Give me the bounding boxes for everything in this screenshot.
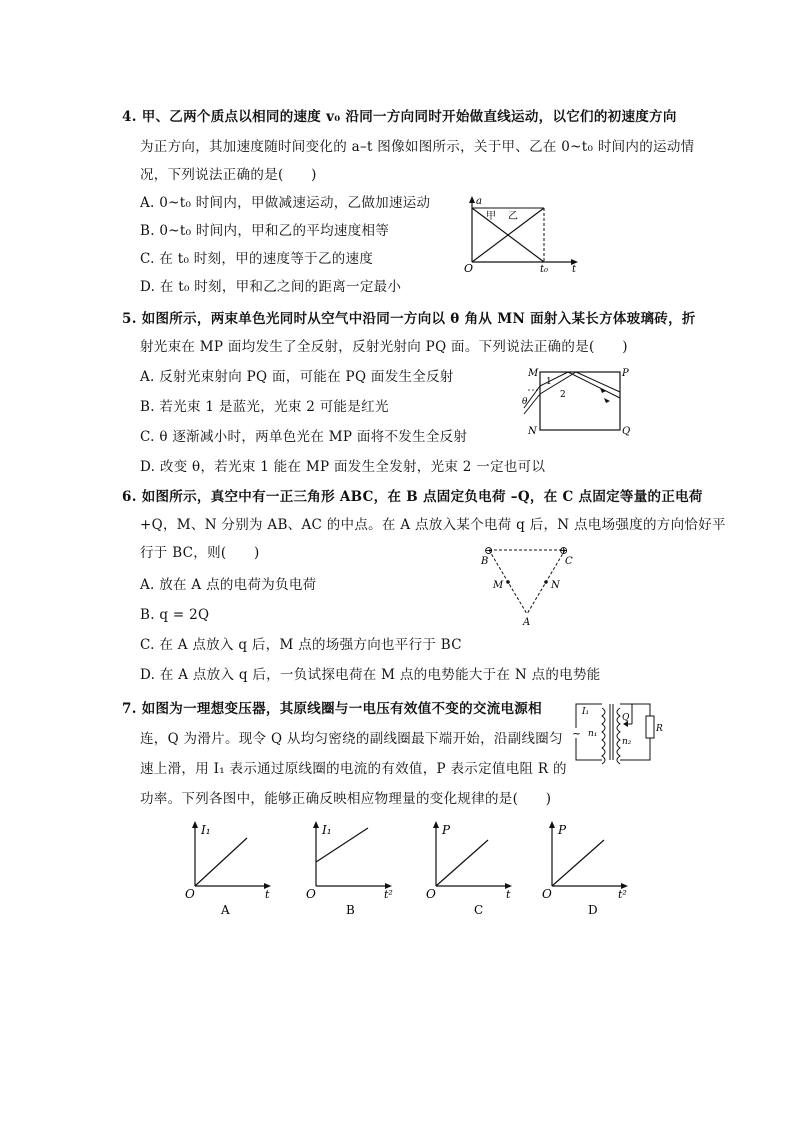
q5-label-q: Q (622, 426, 631, 437)
q7-label-n2: n₂ (622, 737, 632, 747)
q5-stem-line-1: 5. 如图所示，两束单色光同时从空气中沿同一方向以 θ 角从 MN 面射入某长方体玻璃砖，折 (122, 311, 696, 327)
q6-triangle-figure (475, 542, 585, 628)
q7-graph-c (426, 818, 526, 918)
q5-beam-1: 1 (546, 377, 552, 387)
q7c-x-label: t (506, 888, 511, 901)
q6-label-c: C (565, 556, 573, 567)
q6-option-b: B. q = 2Q (140, 607, 210, 623)
q4-stem-line-3: 况，下列说法正确的是( ) (140, 167, 317, 183)
q6-label-n: N (551, 580, 560, 591)
q4-option-d: D. 在 t₀ 时刻，甲和乙之间的距离一定最小 (140, 279, 402, 295)
q4-t0-label: t₀ (540, 264, 549, 274)
q7-ac-source: ~ (572, 727, 582, 740)
q5-label-m: M (528, 368, 539, 379)
q5-option-c: C. θ 逐渐减小时，两单色光在 MP 面将不发生全反射 (140, 429, 468, 445)
q7-label-r: R (656, 724, 663, 734)
q4-option-a: A. 0~t₀ 时间内，甲做减速运动，乙做加速运动 (140, 195, 431, 211)
q5-option-b: B. 若光束 1 是蓝光，光束 2 可能是红光 (140, 399, 389, 415)
q7c-y-label: P (442, 823, 451, 837)
q5-option-a: A. 反射光束射向 PQ 面，可能在 PQ 面发生全反射 (140, 369, 454, 385)
q6-option-d: D. 在 A 点放入 q 后，一负试探电荷在 M 点的电势能大于在 N 点的电势能 (140, 667, 601, 683)
q5-label-n: N (528, 426, 537, 437)
q6-pos-charge-symbol: ⊕ (559, 544, 569, 557)
q4-stem-line-2: 为正方向，其加速度随时间变化的 a–t 图像如图所示，关于甲、乙在 0~t₀ 时间内的运动情 (140, 139, 695, 155)
q7c-origin: O (426, 887, 436, 901)
q6-neg-charge-symbol: ⊖ (484, 544, 494, 557)
q7a-y-label: I₁ (201, 823, 211, 837)
q5-glass-brick-figure (520, 364, 635, 444)
q7-graph-d (542, 818, 642, 918)
q6-label-b: B (481, 556, 489, 567)
q7-label-n1: n₁ (588, 729, 598, 739)
q6-label-m: M (493, 580, 504, 591)
q6-label-a: A (523, 617, 531, 628)
q7-label-q: Q (622, 713, 630, 723)
q4-axis-t-label: t (572, 264, 577, 274)
q7d-y-label: P (558, 823, 567, 837)
q4-axis-a-label: a (476, 196, 482, 207)
q7-label-i1: I₁ (582, 707, 590, 717)
q7a-option-label: A (221, 903, 230, 917)
q7b-x-label: t² (384, 888, 393, 901)
q7-stem-line-1: 7. 如图为一理想变压器，其原线圈与一电压有效值不变的交流电源相 (122, 701, 542, 717)
q6-option-a: A. 放在 A 点的电荷为负电荷 (140, 577, 317, 593)
q6-option-c: C. 在 A 点放入 q 后，M 点的场强方向也平行于 BC (140, 637, 462, 653)
q6-stem-line-1: 6. 如图所示，真空中有一正三角形 ABC，在 B 点固定负电荷 –Q，在 C 点固定等量的正电荷 (122, 489, 703, 505)
q7a-origin: O (185, 887, 195, 901)
q4-series-jia: 甲 (486, 211, 496, 222)
q5-stem-line-2: 射光束在 MP 面均发生了全反射，反射光射向 PQ 面。下列说法正确的是( ) (140, 339, 628, 355)
q4-option-b: B. 0~t₀ 时间内，甲和乙的平均速度相等 (140, 223, 390, 239)
q5-theta: θ (522, 397, 528, 407)
q7b-origin: O (306, 887, 316, 901)
q7-graph-a (185, 818, 285, 918)
q7d-x-label: t² (618, 888, 627, 901)
q7-transformer-figure (570, 694, 670, 768)
q4-stem-line-1: 4. 甲、乙两个质点以相同的速度 v₀ 沿同一方向同时开始做直线运动，以它们的初速度方向 (122, 109, 677, 125)
q6-stem-line-3: 行于 BC，则( ) (140, 545, 260, 561)
q5-beam-2: 2 (560, 390, 566, 400)
q6-stem-line-2: +Q，M、N 分别为 AB、AC 的中点。在 A 点放入某个电荷 q 后，N 点电场强度的方向恰好平 (140, 517, 726, 533)
q7-stem-line-4: 功率。下列各图中，能够正确反映相应物理量的变化规律的是( ) (140, 791, 552, 807)
q7-graph-b (306, 818, 406, 918)
q7d-origin: O (542, 887, 552, 901)
q4-option-c: C. 在 t₀ 时刻，甲的速度等于乙的速度 (140, 251, 374, 267)
q7b-y-label: I₁ (322, 823, 332, 837)
q4-series-yi: 乙 (508, 211, 518, 222)
q4-origin: O (464, 262, 474, 274)
q5-option-d: D. 改变 θ，若光束 1 能在 MP 面发生全发射，光束 2 一定也可以 (140, 459, 546, 475)
q7c-option-label: C (474, 903, 484, 917)
q7b-option-label: B (346, 903, 355, 917)
q7-stem-line-3: 速上滑，用 I₁ 表示通过原线圈的电流的有效值，P 表示定值电阻 R 的 (140, 761, 567, 777)
q5-label-p: P (622, 368, 629, 379)
q7d-option-label: D (588, 903, 598, 917)
q7-stem-line-2: 连，Q 为滑片。现令 Q 从均匀密绕的副线圈最下端开始，沿副线圈匀 (140, 731, 563, 747)
q7a-x-label: t (265, 888, 270, 901)
q4-at-graph (462, 194, 582, 274)
